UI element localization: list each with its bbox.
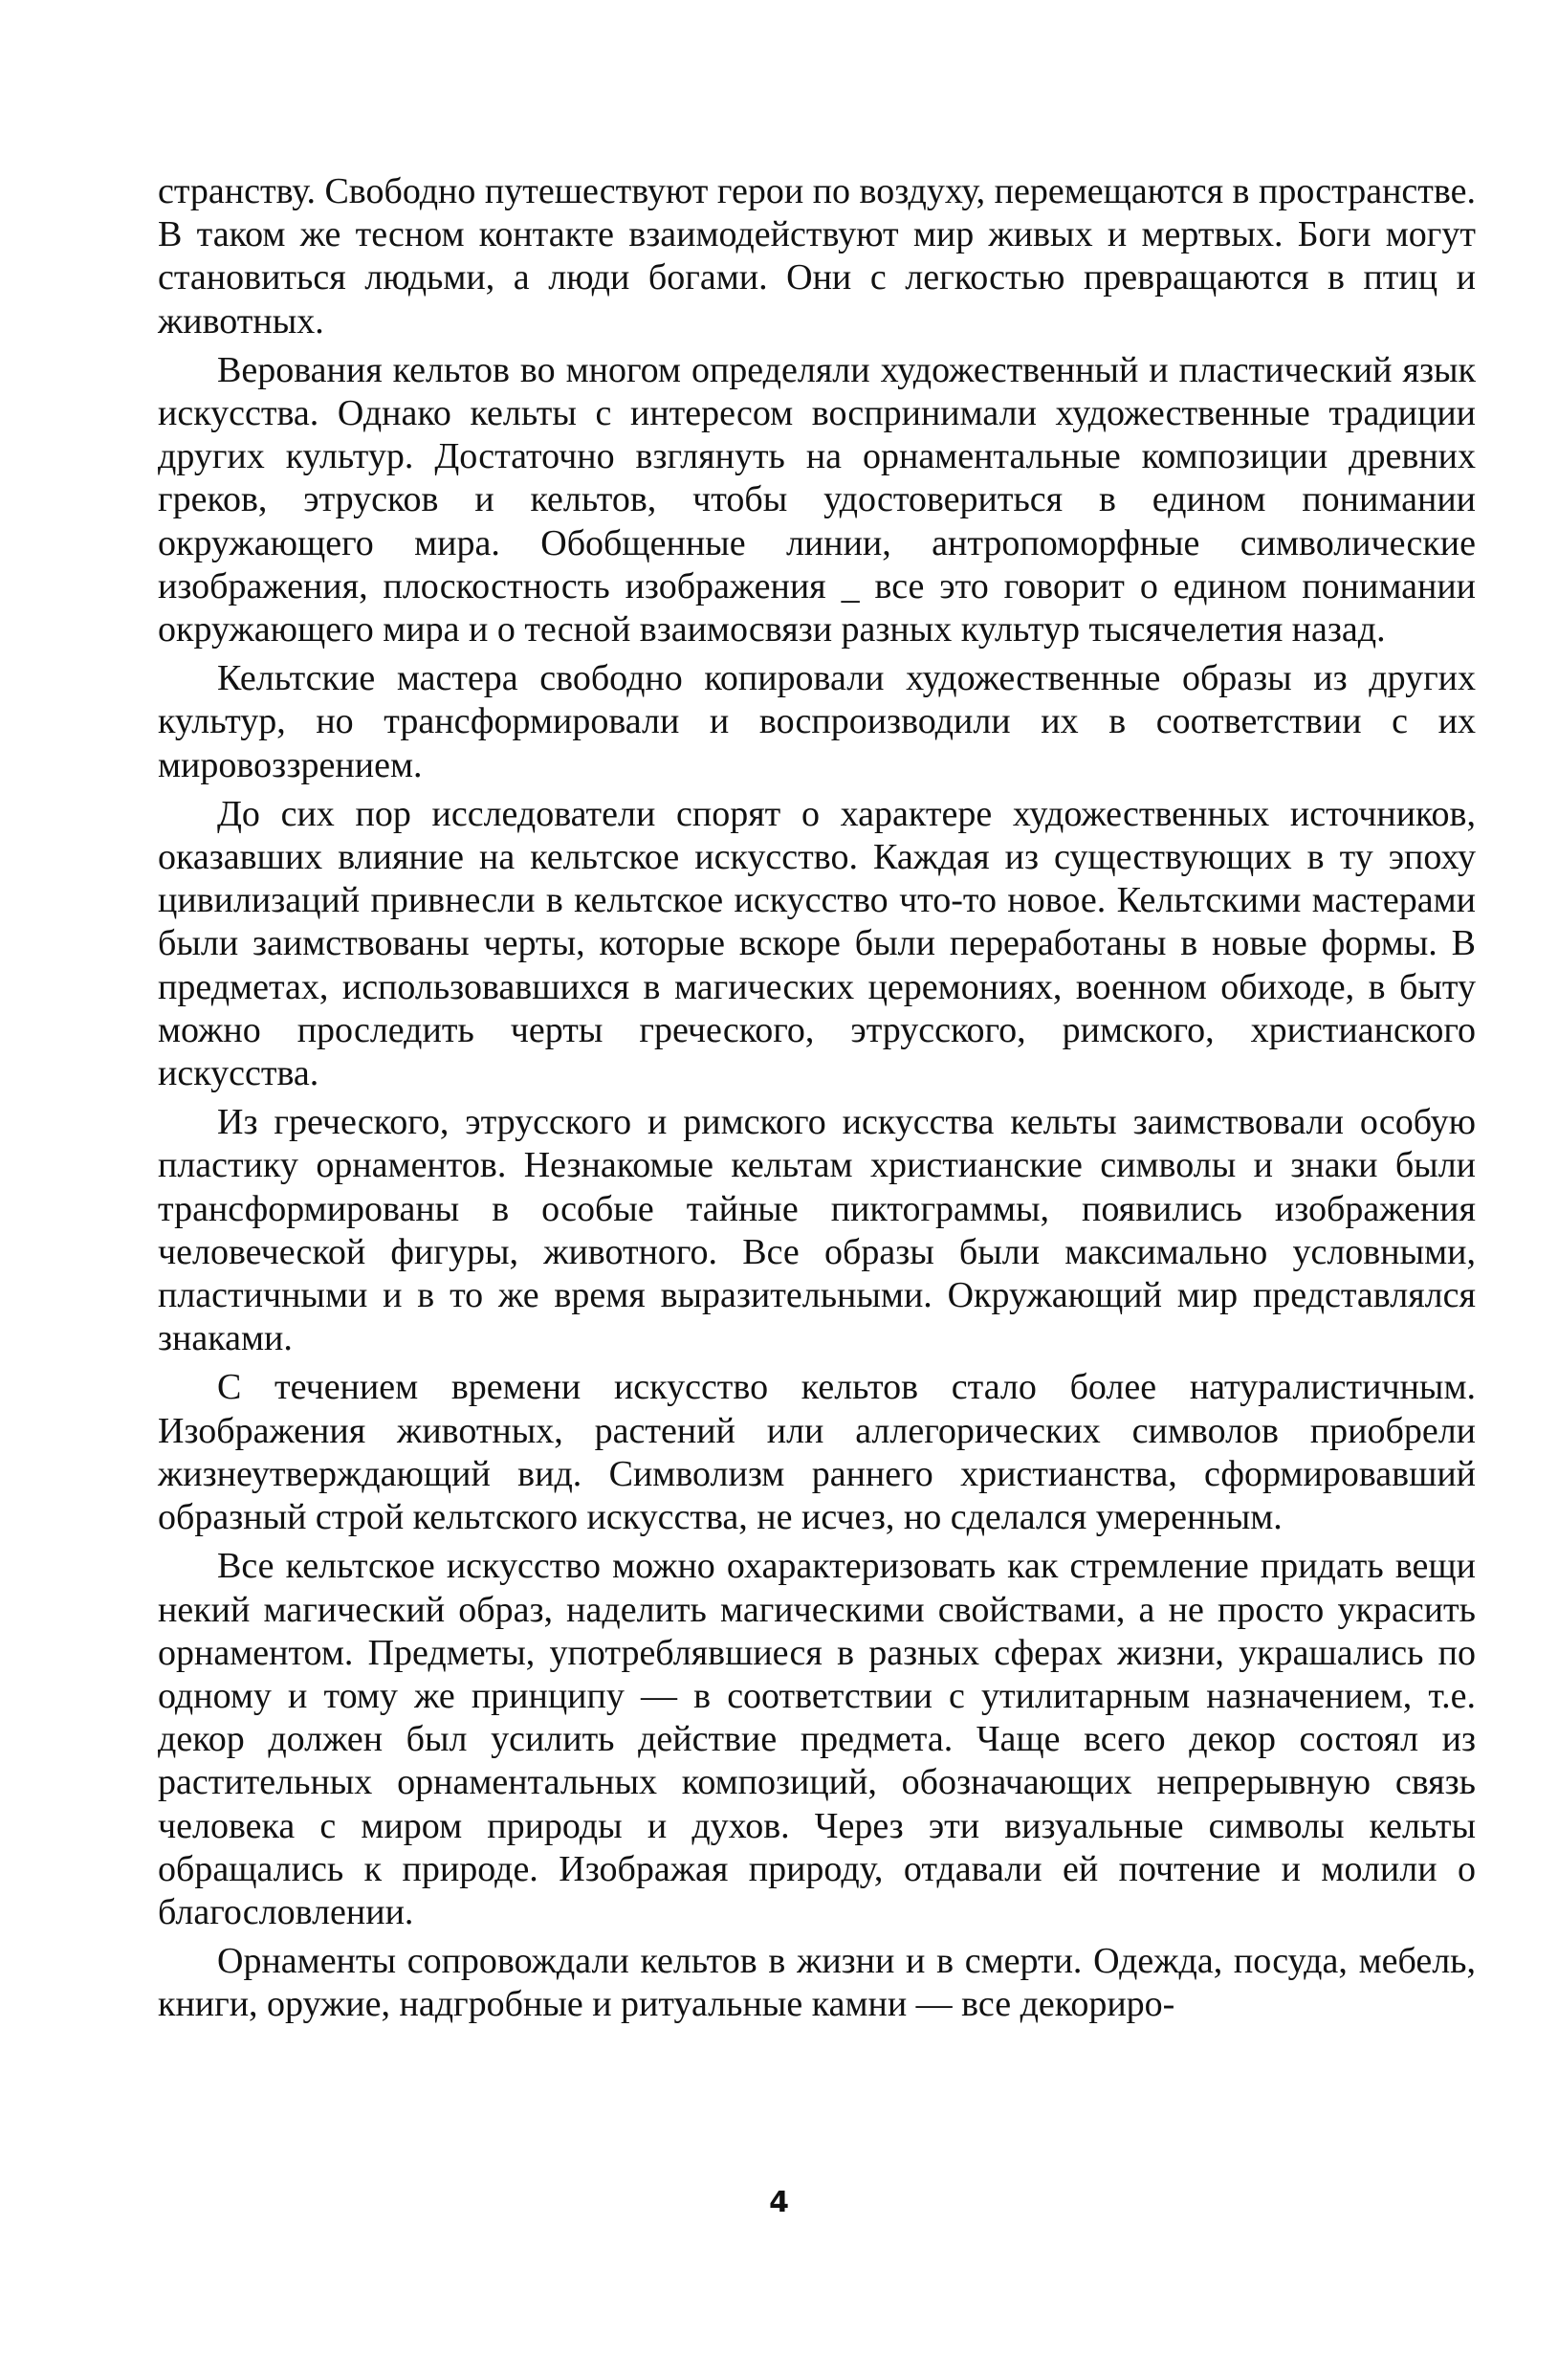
- page-number: 4: [769, 2186, 789, 2219]
- paragraph-7: Все кельтское искусство можно охарактеризовать как стремление придать вещи некий магический образ, наделить магическими свойствами, а не просто украсить орнаментом. Предметы, употреблявшиеся в разных сферах жизни, украшались по одному и тому же принципу — в соответствии с утилитарным назначением, т.е. декор должен был усилить действие предмета. Чаще всего декор состоял из растительных орнаментальных композиций, обозначающих непрерывную связь человека с миром природы и духов. Через эти визуальные символы кельты обращались к природе. Изображая природу, отдавали ей почтение и молили о благословлении.: [158, 1546, 1476, 1932]
- paragraph-5: Из греческого, этрусского и римского искусства кельты заимствовали особую пластику орнаментов. Незнакомые кельтам христианские символы и знаки были трансформированы в особые тайные пиктограммы, появились изображения человеческой фигуры, животного. Все образы были максимально условными, пластичными и в то же время выразительными. Окружающий мир представлялся знаками.: [158, 1102, 1476, 1359]
- page-body: [158, 170, 1476, 2033]
- paragraph-6: С течением времени искусство кельтов стало более натуралистичным. Изображения животных, растений или аллегорических символов приобрели жизнеутверждающий вид. Символизм раннего христианства, сформировавший образный строй кельтского искусства, не исчез, но сделался умеренным.: [158, 1367, 1476, 1538]
- paragraph-8: Орнаменты сопровождали кельтов в жизни и в смерти. Одежда, посуда, мебель, книги, оружие, надгробные и ритуальные камни — все декориро-: [158, 1941, 1476, 2025]
- paragraph-1: странству. Свободно путешествуют герои по воздуху, перемещаются в пространстве. В таком же тесном контакте взаимодействуют мир живых и мертвых. Боги могут становиться людьми, а люди богами. Они с легкостью превращаются в птиц и животных.: [158, 171, 1476, 342]
- paragraph-4: До сих пор исследователи спорят о характере художественных источников, оказавших влияние на кельтское искусство. Каждая из существующих в ту эпоху цивилизаций привнесли в кельтское искусство что-то новое. Кельтскими мастерами были заимствованы черты, которые вскоре были переработаны в новые формы. В предметах, использовавшихся в магических церемониях, военном обиходе, в быту можно проследить черты греческого, этрусского, римского, христианского искусства.: [158, 793, 1476, 1094]
- paragraph-2: Верования кельтов во многом определяли художественный и пластический язык искусства. Однако кельты с интересом воспринимали художественные традиции других культур. Достаточно взглянуть на орнаментальные композиции древних греков, этрусков и кельтов, чтобы удостовериться в едином понимании окружающего мира. Обобщенные линии, антропоморфные символические изображения, плоскостность изображения _ все это говорит о едином понимании окружающего мира и о тесной взаимосвязи разных культур тысячелетия назад.: [158, 349, 1476, 650]
- paragraph-3: Кельтские мастера свободно копировали художественные образы из других культур, но трансформировали и воспроизводили их в соответствии с их мировоззрением.: [158, 658, 1476, 785]
